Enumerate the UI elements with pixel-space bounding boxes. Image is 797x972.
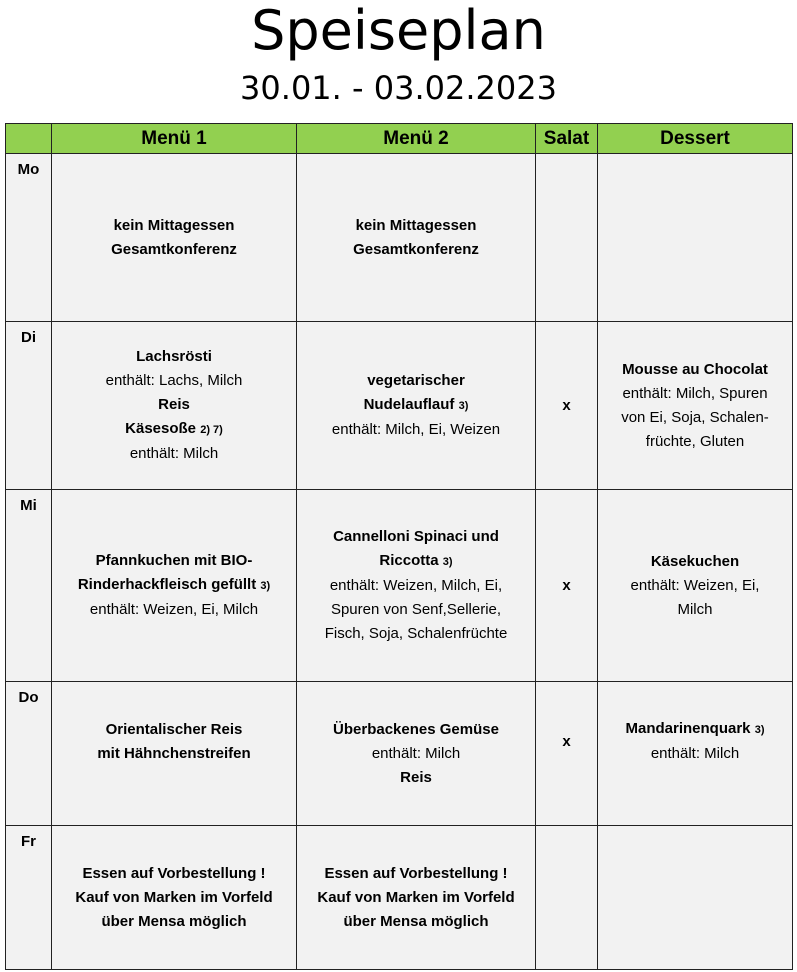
- day-label: Do: [6, 682, 52, 826]
- menu1-cell: Pfannkuchen mit BIO- Rinderhackfleisch gefüllt 3) enthält: Weizen, Ei, Milch: [52, 490, 297, 682]
- menu2-cell: kein Mittagessen Gesamtkonferenz: [297, 154, 536, 322]
- header-menu1: Menü 1: [52, 124, 297, 154]
- row-thursday: [6, 682, 793, 826]
- menu1-cell: Orientalischer Reis mit Hähnchenstreifen: [52, 682, 297, 826]
- dessert-cell: Käsekuchen enthält: Weizen, Ei, Milch: [598, 490, 793, 682]
- header-day: [6, 124, 52, 154]
- day-label: Mi: [6, 490, 52, 682]
- row-wednesday: [6, 490, 793, 682]
- menu2-cell: vegetarischer Nudelauflauf 3) enthält: Milch, Ei, Weizen: [297, 322, 536, 490]
- day-label: Mo: [6, 154, 52, 322]
- dessert-cell: Mandarinenquark 3) enthält: Milch: [598, 682, 793, 826]
- header-salat: Salat: [536, 124, 598, 154]
- salat-cell: x: [536, 322, 598, 490]
- dessert-cell: [598, 154, 793, 322]
- menu1-cell: Essen auf Vorbestellung ! Kauf von Marken im Vorfeld über Mensa möglich: [52, 826, 297, 970]
- row-friday: [6, 826, 793, 970]
- dessert-cell: [598, 826, 793, 970]
- date-range: 30.01. - 03.02.2023: [240, 69, 557, 107]
- salat-cell: [536, 154, 598, 322]
- day-label: Di: [6, 322, 52, 490]
- row-tuesday: [6, 322, 793, 490]
- menu2-cell: Cannelloni Spinaci und Riccotta 3) enthält: Weizen, Milch, Ei, Spuren von Senf,Sellerie, Fisch, Soja, Schalenfrüchte: [297, 490, 536, 682]
- row-monday: [6, 154, 793, 322]
- header-menu2: Menü 2: [297, 124, 536, 154]
- header-row: [6, 124, 793, 154]
- salat-cell: x: [536, 682, 598, 826]
- menu2-cell: Überbackenes Gemüse enthält: Milch Reis: [297, 682, 536, 826]
- dessert-cell: Mousse au Chocolat enthält: Milch, Spuren von Ei, Soja, Schalen- früchte, Gluten: [598, 322, 793, 490]
- menu1-cell: Lachsrösti enthält: Lachs, Milch Reis Käsesoße 2) 7) enthält: Milch: [52, 322, 297, 490]
- menu2-cell: Essen auf Vorbestellung ! Kauf von Marken im Vorfeld über Mensa möglich: [297, 826, 536, 970]
- menu1-cell: kein Mittagessen Gesamtkonferenz: [52, 154, 297, 322]
- header-dessert: Dessert: [598, 124, 793, 154]
- salat-cell: [536, 826, 598, 970]
- meal-plan-table: [5, 123, 793, 970]
- salat-cell: x: [536, 490, 598, 682]
- day-label: Fr: [6, 826, 52, 970]
- page-title: Speiseplan: [251, 0, 546, 62]
